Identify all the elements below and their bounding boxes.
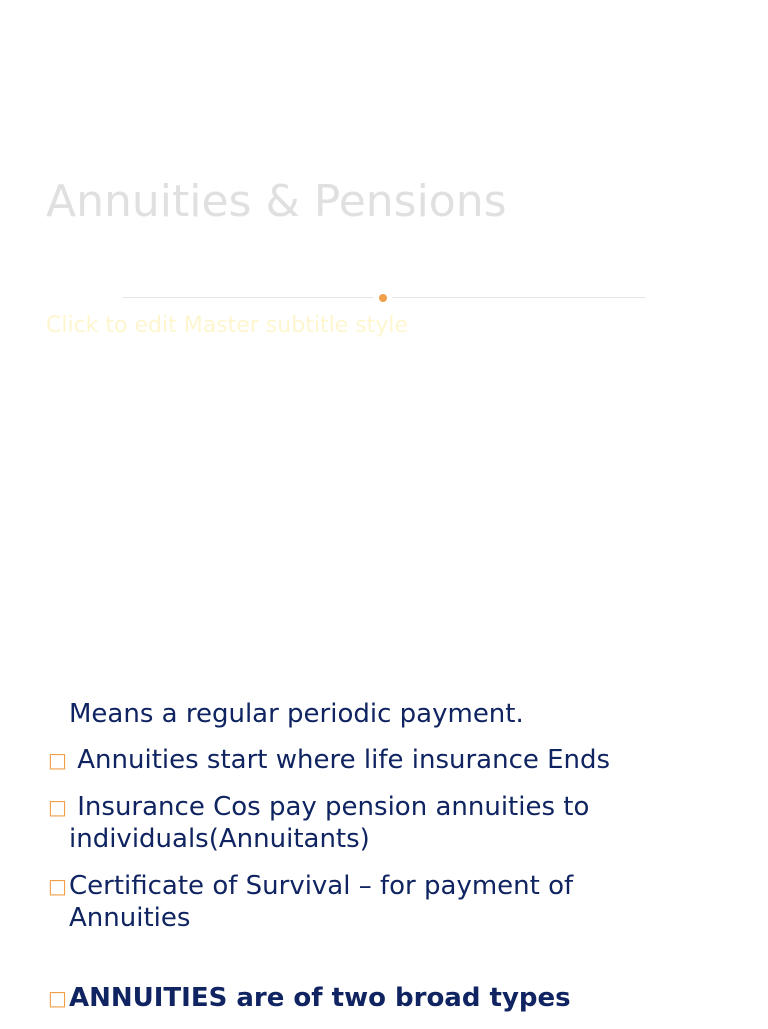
title-divider-right bbox=[392, 297, 646, 298]
slide-title: Annuities & Pensions bbox=[46, 176, 507, 227]
title-divider-left bbox=[122, 297, 374, 298]
bullet-item bbox=[46, 870, 686, 934]
bullet-text: Certificate of Survival – for payment of Annuities bbox=[69, 871, 582, 933]
bullet-marker-icon: □ bbox=[48, 795, 67, 819]
lead-paragraph bbox=[46, 698, 686, 730]
bullet-item bbox=[46, 791, 686, 855]
title-divider-dot bbox=[379, 294, 387, 302]
bullet-marker-icon: □ bbox=[48, 874, 67, 898]
bullet-marker-icon: □ bbox=[48, 986, 67, 1010]
subtitle-placeholder[interactable]: Click to edit Master subtitle style bbox=[46, 313, 408, 338]
bullet-text: Annuities start where life insurance Ends bbox=[69, 745, 611, 775]
bullet-text: Insurance Cos pay pension annuities to individuals(Annuitants) bbox=[69, 792, 598, 854]
bullet-text: ANNUITIES are of two broad types bbox=[69, 983, 571, 1013]
slide-content bbox=[46, 698, 686, 1029]
bullet-item bbox=[46, 982, 686, 1014]
bullet-item bbox=[46, 744, 686, 776]
bullet-marker-icon: □ bbox=[48, 748, 67, 772]
lead-text: Means a regular periodic payment. bbox=[69, 699, 524, 729]
